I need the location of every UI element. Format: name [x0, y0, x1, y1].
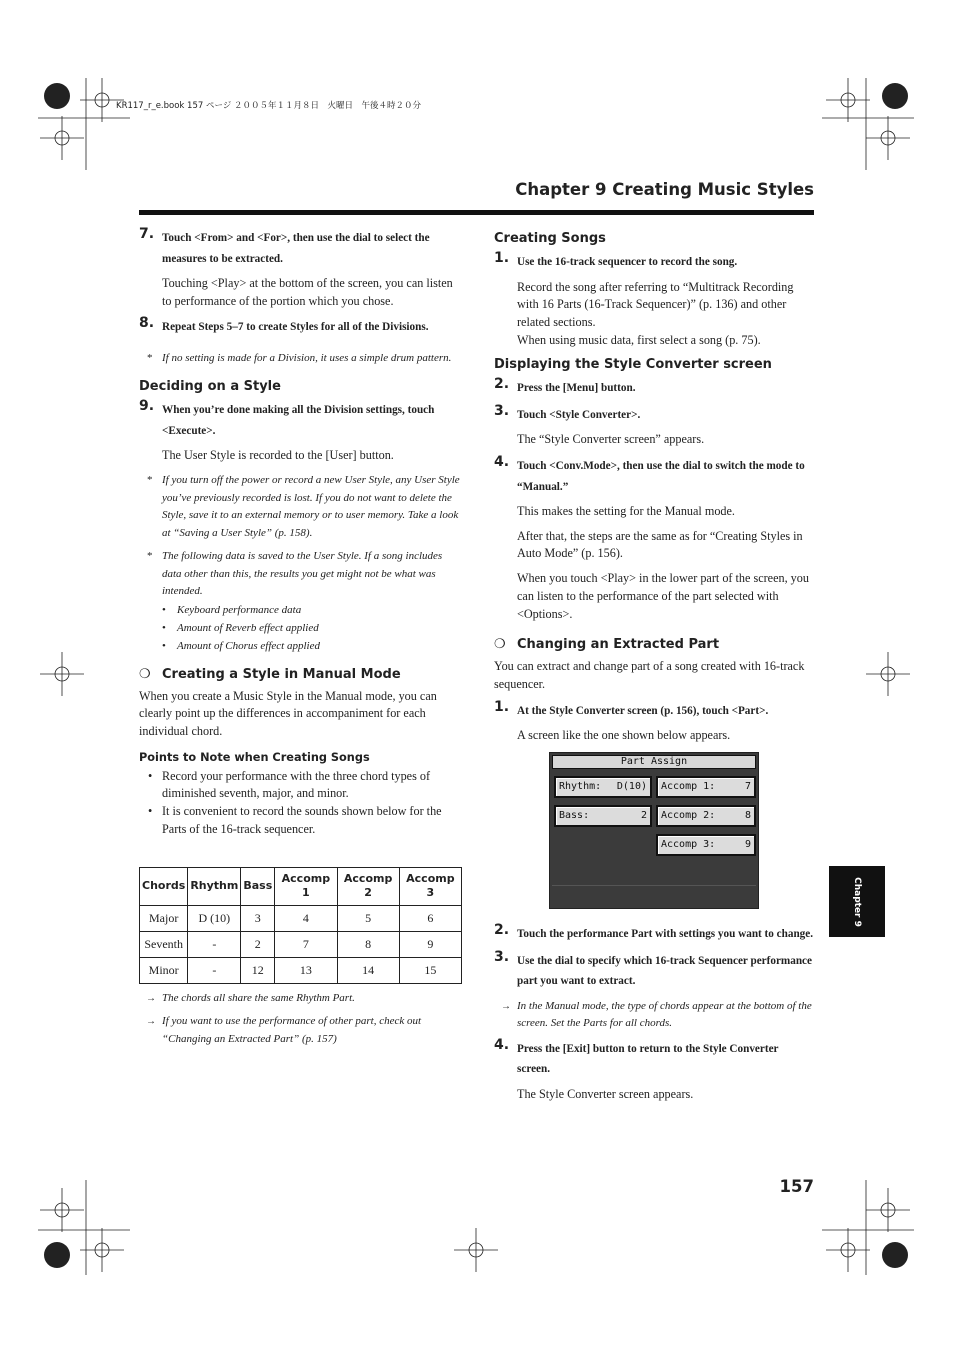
- step-2: [494, 378, 814, 399]
- paragraph: You can extract and change part of a song created with 16-track sequencer.: [494, 659, 805, 691]
- arrow-icon: →: [146, 1016, 156, 1028]
- list-item: • It is convenient to record the sounds shown below for the Parts of the 16-track sequencer.: [162, 803, 462, 838]
- step-body: When using music data, first select a song (p. 75).: [517, 332, 761, 347]
- section-heading: [494, 637, 814, 652]
- section-heading: Deciding on a Style: [139, 379, 281, 395]
- step-text: Touch <From> and <For>, then use the dial to select the measures to be extracted.: [162, 232, 430, 265]
- table-cell: 15: [399, 957, 461, 983]
- table-cell: 14: [337, 957, 399, 983]
- step-number: 2.: [494, 922, 510, 938]
- page-number: 157: [779, 1177, 814, 1196]
- arrow-icon: →: [501, 1000, 511, 1012]
- button-value: 9: [744, 839, 751, 850]
- list-item: • Keyboard performance data: [177, 601, 462, 619]
- step-body: The Style Converter screen appears.: [517, 1086, 694, 1101]
- step-text: Touch <Conv.Mode>, then use the dial to switch the mode to “Manual.”: [517, 460, 805, 493]
- note-asterisk: *: [147, 550, 153, 563]
- table-header: Accomp 3: [399, 867, 461, 905]
- step-number: 9.: [139, 398, 155, 415]
- print-header: KR117_r_e.book 157 ページ ２００５年１１月８日 火曜日 午後４時２０分: [116, 101, 422, 111]
- step-text: Press the [Exit] button to return to the Style Converter screen.: [517, 1042, 779, 1075]
- button-label: Accomp 3:: [661, 839, 716, 850]
- subsection-heading: Points to Note when Creating Songs: [139, 750, 370, 764]
- step-text: Repeat Steps 5–7 to create Styles for all of the Divisions.: [162, 321, 429, 334]
- note-text: If you want to use the performance of other part, check out “Changing an Extracted Part” (p. 157): [162, 1015, 422, 1045]
- step-text: Use the 16-track sequencer to record the song.: [517, 256, 738, 268]
- change-step-1: [494, 698, 814, 722]
- chapter-title: Chapter 9 Creating Music Styles: [515, 180, 814, 199]
- table-cell: D (10): [188, 905, 241, 931]
- step-number: 3.: [494, 948, 510, 965]
- table-cell: Seventh: [140, 931, 188, 957]
- button-value: D(10): [616, 781, 647, 792]
- note-text: If you turn off the power or record a new User Style, any User Style you’ve previously recorded is lost. If you do not want to delete the Style, save it to an external memory or to user memory. Take a look at “Saving a User Style” (p. 158).: [162, 474, 460, 539]
- points-list: [139, 768, 462, 839]
- note-asterisk: *: [147, 474, 153, 487]
- step-3: [494, 402, 814, 426]
- button-label: Rhythm:: [559, 781, 602, 792]
- section-heading: Creating Songs: [494, 231, 606, 246]
- step-text: When you’re done making all the Division settings, touch <Execute>.: [162, 404, 435, 437]
- heading-text: Changing an Extracted Part: [517, 637, 720, 653]
- table-cell: -: [188, 957, 241, 983]
- step-body: A screen like the one shown below appears.: [517, 728, 731, 743]
- arrow-note: [139, 1013, 462, 1048]
- list-item: • Record your performance with the three chord types of diminished seventh, major, and minor.: [162, 768, 462, 803]
- note: [139, 350, 462, 368]
- table-cell: 13: [275, 957, 337, 983]
- accomp3-part-button[interactable]: [656, 834, 756, 856]
- step-number: 1.: [494, 250, 510, 266]
- list-item: • Amount of Reverb effect applied: [177, 619, 462, 637]
- table-header-row: [140, 867, 462, 905]
- table-cell: Major: [140, 905, 188, 931]
- step-7: [139, 228, 462, 269]
- section-heading: [139, 667, 462, 682]
- step-body: The “Style Converter screen” appears.: [517, 432, 705, 447]
- table-cell: 5: [337, 905, 399, 931]
- table-row: [140, 957, 462, 983]
- table-cell: 2: [241, 931, 275, 957]
- part-assign-screen: [549, 752, 759, 909]
- step-text: Use the dial to specify which 16-track Sequencer performance part you want to extract.: [517, 954, 812, 987]
- step-body: This makes the setting for the Manual mode.: [517, 504, 735, 519]
- table-row: [140, 905, 462, 931]
- arrow-icon: →: [146, 992, 156, 1004]
- accomp1-part-button[interactable]: [656, 776, 756, 798]
- side-tab-label: Chapter 9: [852, 876, 862, 927]
- step-body: After that, the steps are the same as for “Creating Styles in Auto Mode” (p. 156).: [517, 528, 803, 561]
- bass-part-button[interactable]: [554, 805, 652, 827]
- step-body: Touching <Play> at the bottom of the screen, you can listen to performance of the portion which you chose.: [162, 276, 453, 308]
- note-asterisk: *: [147, 351, 153, 364]
- note: [139, 548, 462, 601]
- section-heading: Displaying the Style Converter screen: [494, 357, 772, 373]
- button-value: 2: [640, 810, 647, 821]
- step-number: 4.: [494, 1036, 510, 1053]
- change-step-4: [494, 1036, 814, 1080]
- arrow-note: [139, 990, 462, 1008]
- table-row: [140, 931, 462, 957]
- note-text: If no setting is made for a Division, it uses a simple drum pattern.: [162, 351, 452, 364]
- step-number: 7.: [139, 226, 155, 242]
- button-label: Accomp 1:: [661, 781, 716, 792]
- step-1: [494, 252, 814, 273]
- step-text: Touch <Style Converter>.: [517, 408, 641, 421]
- right-column: [494, 228, 814, 752]
- table-cell: 8: [337, 931, 399, 957]
- paragraph: When you create a Music Style in the Manual mode, you can clearly point up the differences in accompaniment for each individual chord.: [139, 688, 437, 739]
- table-cell: 3: [241, 905, 275, 931]
- parts-table: [139, 867, 462, 984]
- note-text: In the Manual mode, the type of chords appear at the bottom of the screen. Set the Parts for all chords.: [517, 999, 812, 1029]
- screen-bottom-bar: [552, 885, 756, 906]
- table-cell: 7: [275, 931, 337, 957]
- table-header: Bass: [241, 867, 275, 905]
- table-cell: Minor: [140, 957, 188, 983]
- table-cell: 12: [241, 957, 275, 983]
- change-step-3: [494, 948, 814, 992]
- step-body: When you touch <Play> in the lower part of the screen, you can listen to the performance of the part selected with <Options>.: [517, 571, 809, 621]
- step-number: 2.: [494, 376, 510, 393]
- table-header: Chords: [140, 867, 188, 905]
- change-step-2: [494, 924, 814, 945]
- table-header: Rhythm: [188, 867, 241, 905]
- table-header: Accomp 2: [337, 867, 399, 905]
- step-number: 1.: [494, 698, 510, 715]
- step-4: [494, 456, 814, 497]
- step-body: Record the song after referring to “Multitrack Recording with 16 Parts (16-Track Sequencer)” (p. 136) and other related sections.: [517, 279, 794, 329]
- arrow-note: [494, 998, 814, 1033]
- rhythm-part-button[interactable]: [554, 776, 652, 798]
- table-cell: 6: [399, 905, 461, 931]
- table-header: Accomp 1: [275, 867, 337, 905]
- circle-bullet-icon: ❍: [494, 637, 506, 653]
- step-9: [139, 400, 462, 441]
- note: [139, 472, 462, 542]
- step-body: The User Style is recorded to the [User] button.: [162, 448, 394, 463]
- step-8: [139, 317, 462, 338]
- note-text: The chords all share the same Rhythm Part.: [162, 991, 355, 1004]
- step-text: At the Style Converter screen (p. 156), touch <Part>.: [517, 704, 769, 717]
- accomp2-part-button[interactable]: [656, 805, 756, 827]
- table-cell: -: [188, 931, 241, 957]
- left-column: [139, 228, 462, 1054]
- step-text: Press the [Menu] button.: [517, 382, 636, 395]
- step-number: 3.: [494, 402, 510, 419]
- step-text: Touch the performance Part with settings you want to change.: [517, 928, 814, 940]
- table-cell: 9: [399, 931, 461, 957]
- note-text: The following data is saved to the User Style. If a song includes data other than this, the results you get might not be what was intended.: [162, 550, 443, 598]
- chapter-side-tab: [829, 866, 885, 937]
- button-label: Bass:: [559, 810, 590, 821]
- button-label: Accomp 2:: [661, 810, 716, 821]
- saved-data-list: [139, 601, 462, 655]
- list-item: • Amount of Chorus effect applied: [177, 637, 462, 655]
- step-number: 8.: [139, 315, 155, 332]
- screen-title: Part Assign: [552, 755, 756, 769]
- table-cell: 4: [275, 905, 337, 931]
- circle-bullet-icon: ❍: [139, 666, 151, 682]
- heading-text: Creating a Style in Manual Mode: [162, 666, 401, 682]
- right-column-continued: [494, 924, 814, 1110]
- header-rule: [139, 210, 814, 215]
- step-number: 4.: [494, 454, 510, 471]
- button-value: 7: [744, 781, 751, 792]
- button-value: 8: [744, 810, 751, 821]
